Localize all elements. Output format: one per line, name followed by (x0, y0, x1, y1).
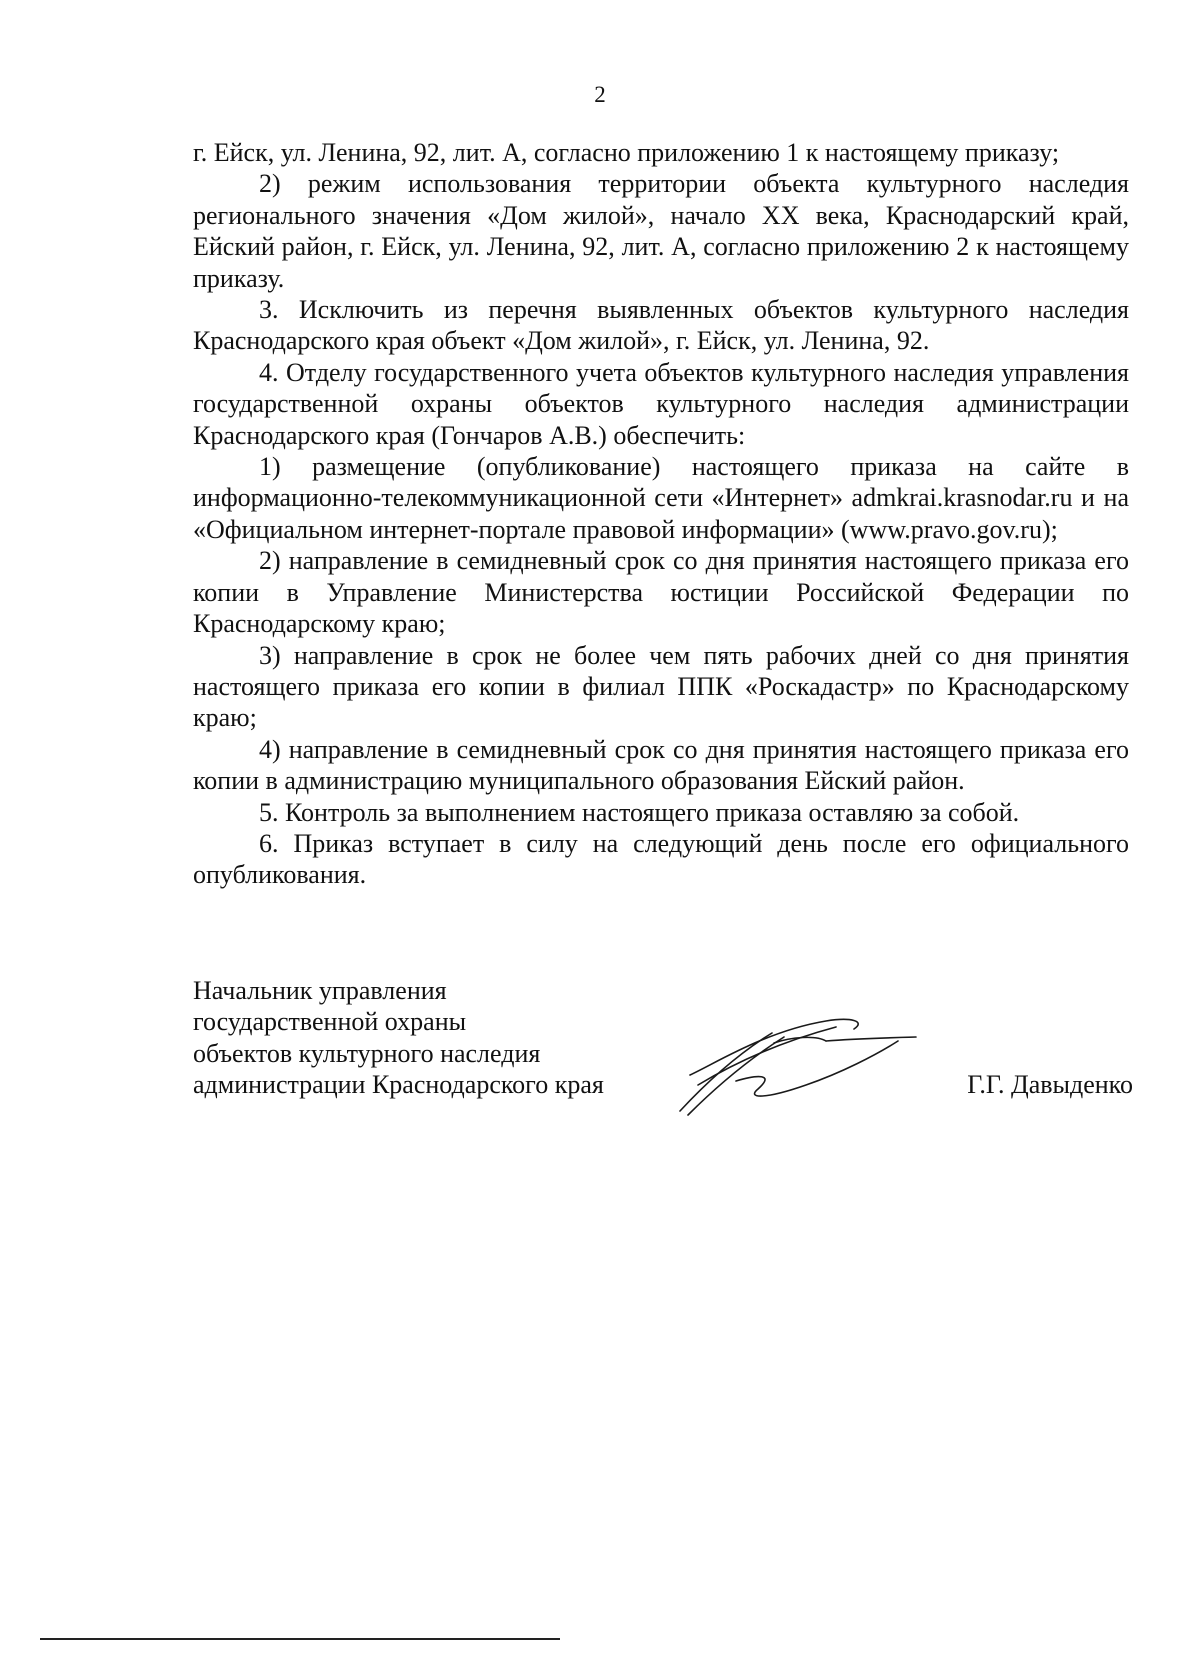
paragraph-subitem-2-ministry-of-justice: 2) направление в семидневный срок со дня принятия настоящего приказа его копии в Управление Министерства юстиции Российской Федерации по Краснодарскому краю; (193, 546, 1129, 639)
footer-divider (40, 1638, 560, 1640)
signer-title-line: государственной охраны (193, 1007, 467, 1037)
paragraph-item-4-department: 4. Отделу государственного учета объектов культурного наследия управления государственной охраны объектов культурного наследия администрации Краснодарского края (Гончаров А.В.) обеспечить: (193, 357, 1129, 450)
handwritten-signature (676, 1003, 936, 1123)
paragraph-address-continuation: г. Ейск, ул. Ленина, 92, лит. А, согласно приложению 1 к настоящему приказу; (193, 138, 1060, 167)
paragraph-item-6-effective-date: 6. Приказ вступает в силу на следующий день после его официального опубликования. (193, 828, 1129, 890)
page-number: 2 (594, 82, 606, 107)
signer-title-line: объектов культурного наследия (193, 1038, 541, 1068)
paragraph-item-3-exclusion: 3. Исключить из перечня выявленных объектов культурного наследия Краснодарского края объект «Дом жилой», г. Ейск, ул. Ленина, 92. (193, 295, 1129, 356)
signer-title (193, 975, 653, 1101)
signer-name: Г.Г. Давыденко (967, 1070, 1133, 1099)
paragraph-subitem-3-roskadastr: 3) направление в срок не более чем пять рабочих дней со дня принятия настоящего приказа его копии в филиал ППК «Роскадастр» по Краснодарскому краю; (193, 640, 1129, 733)
paragraph-item-5-control: 5. Контроль за выполнением настоящего приказа оставляю за собой. (259, 797, 1020, 827)
paragraph-subitem-1-publication: 1) размещение (опубликование) настоящего приказа на сайте в информационно-телекоммуникационной сети «Интернет» admkrai.krasnodar.ru и на «Официальном интернет-портале правовой информации» (www.pravo.gov.ru); (193, 452, 1129, 544)
signer-title-line: администрации Краснодарского края (193, 1070, 604, 1100)
signer-title-line: Начальник управления (193, 976, 447, 1005)
paragraph-subitem-4-municipality: 4) направление в семидневный срок со дня принятия настоящего приказа его копии в администрацию муниципального образования Ейский район. (193, 734, 1129, 796)
paragraph-item-2-usage-regime: 2) режим использования территории объекта культурного наследия регионального значения «Дом жилой», начало XX века, Краснодарский край, Ейский район, г. Ейск, ул. Ленина, 92, лит. А, согласно приложению 2 к настоящему приказу. (193, 169, 1129, 293)
signature-block (193, 975, 1133, 1135)
document-body (193, 137, 1129, 891)
